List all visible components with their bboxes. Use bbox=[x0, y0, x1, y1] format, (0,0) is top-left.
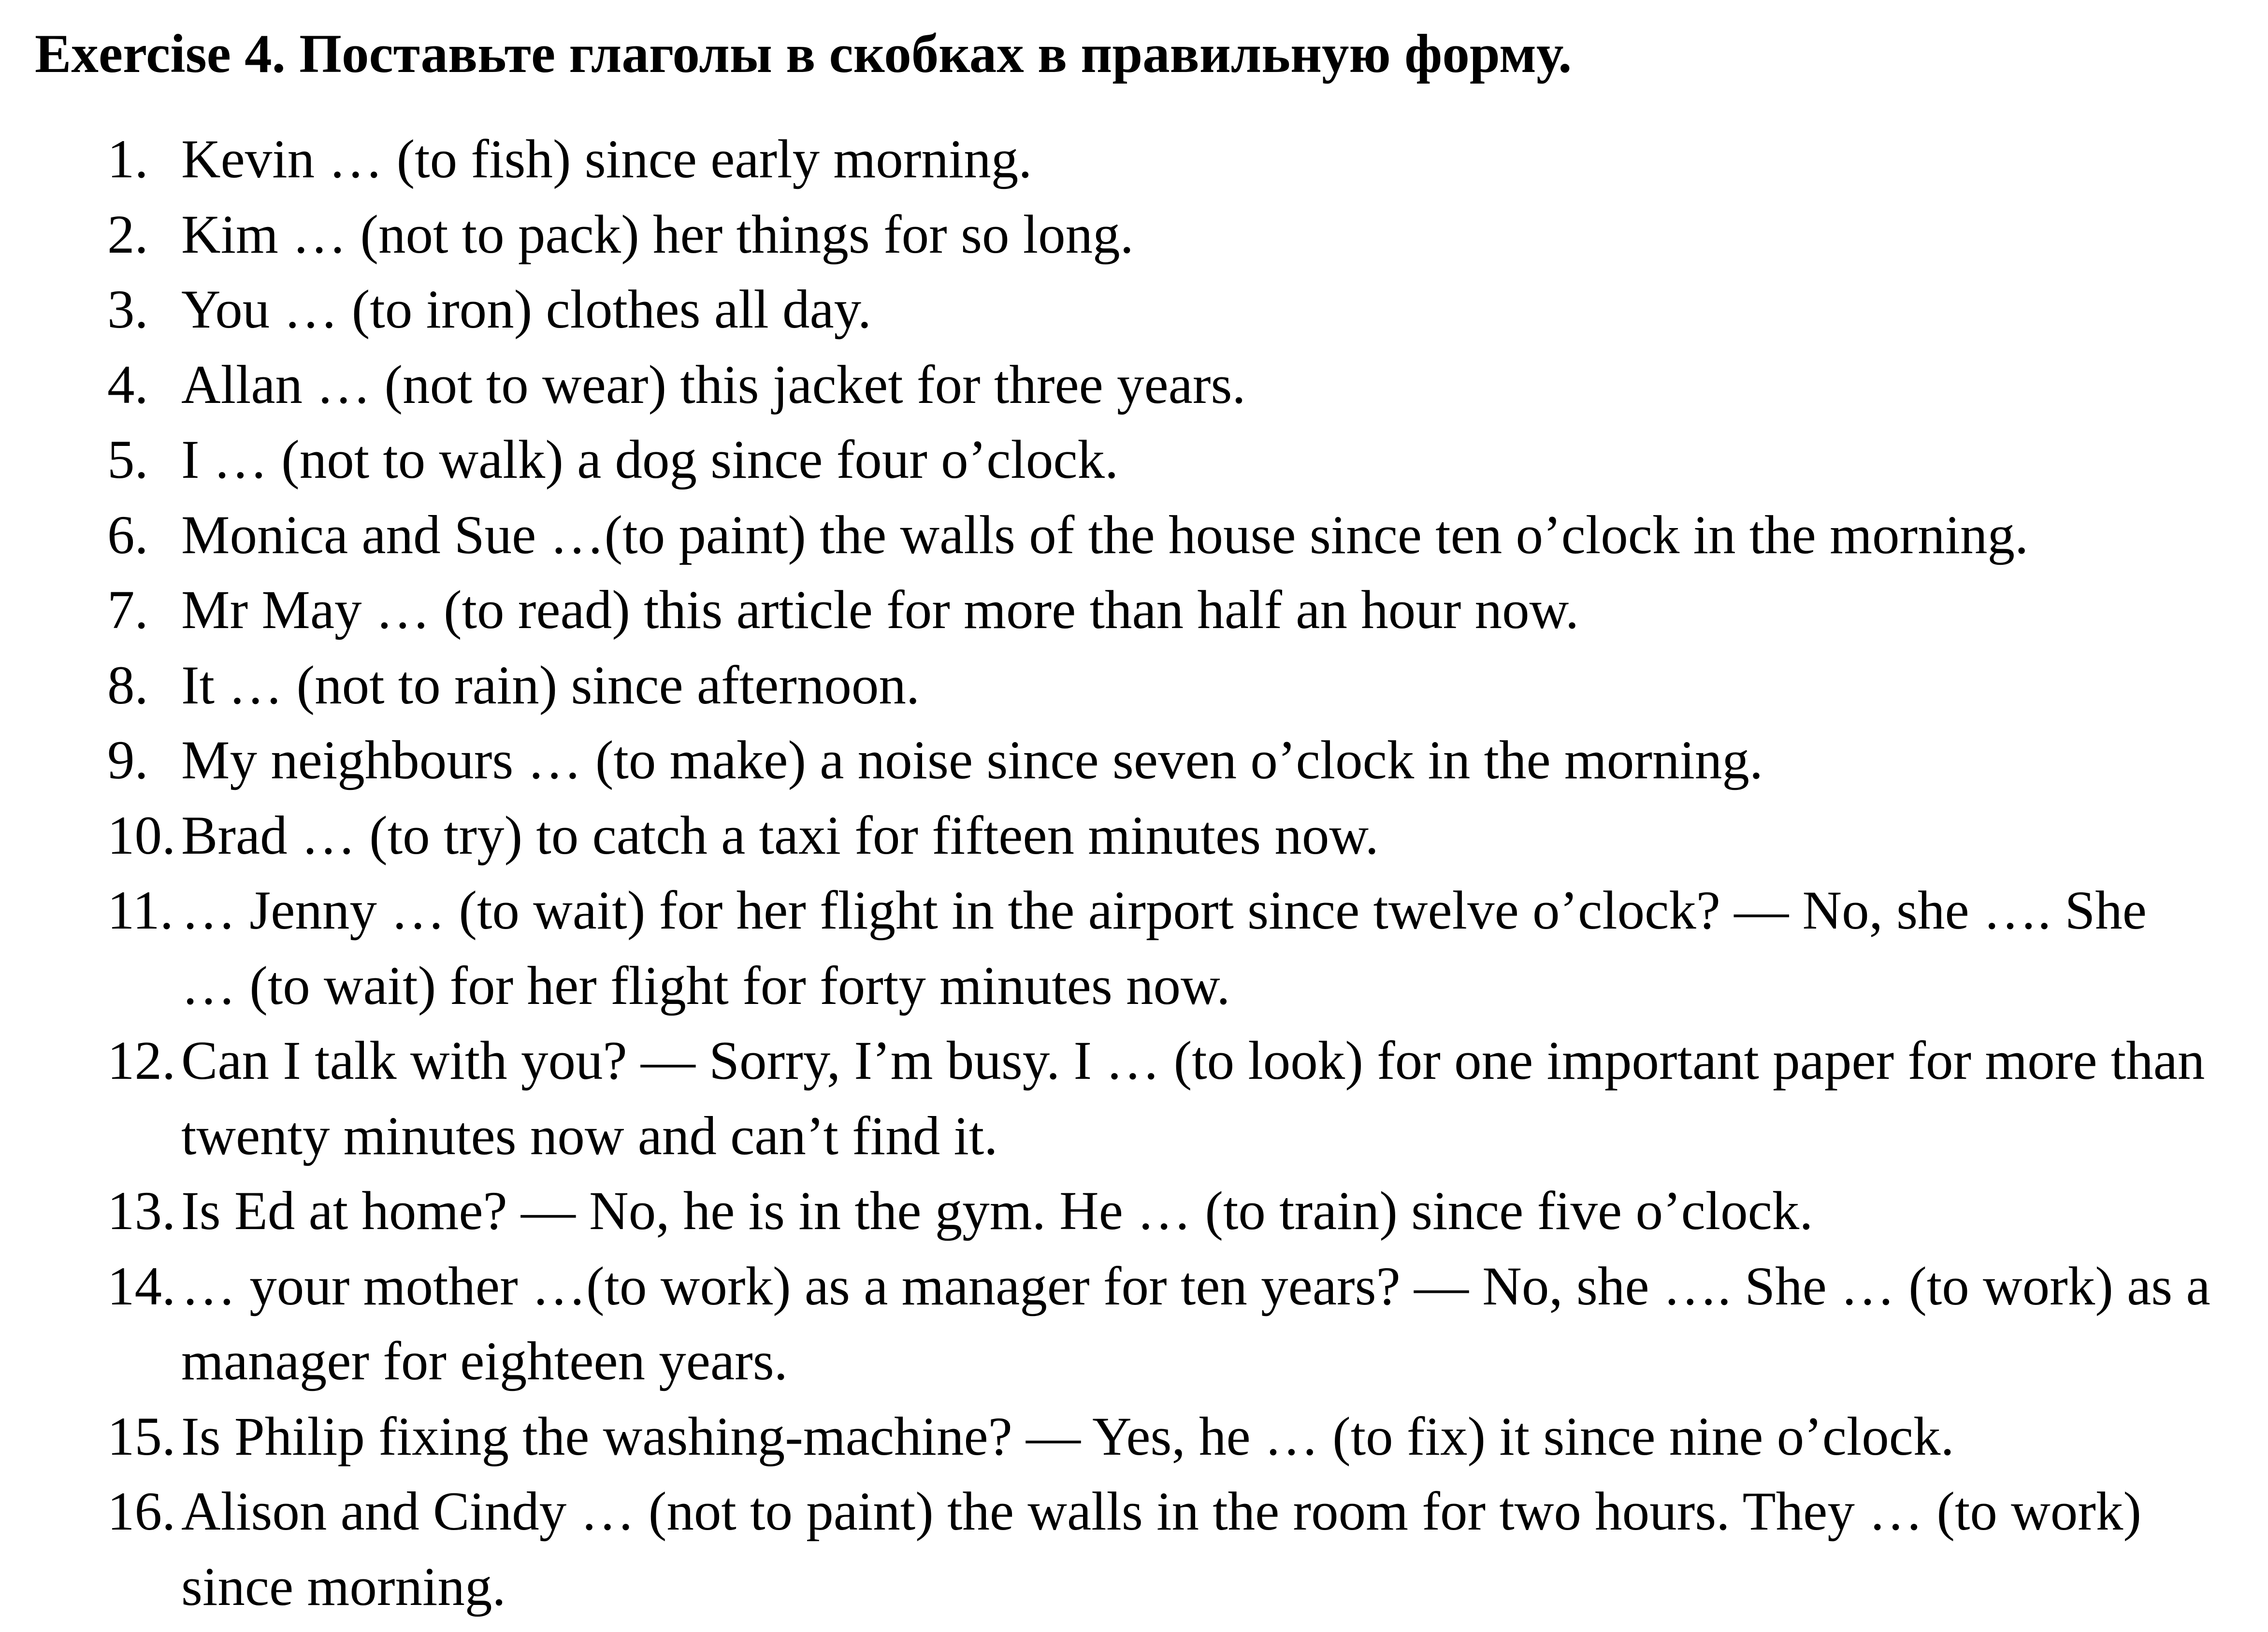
item-number: 16. bbox=[107, 1481, 176, 1542]
item-number: 15. bbox=[107, 1406, 176, 1467]
item-text: Can I talk with you? — Sorry, I’m busy. I … (to look) for one important paper for more than twenty minutes now and can’t find it. bbox=[181, 1031, 2205, 1166]
item-number: 9. bbox=[107, 730, 148, 790]
item-number: 5. bbox=[107, 429, 148, 490]
item-text: I … (not to walk) a dog since four o’clock. bbox=[181, 429, 1119, 490]
list-item bbox=[107, 648, 2214, 723]
exercise-list bbox=[107, 122, 2214, 1624]
item-text: Brad … (to try) to catch a taxi for fifteen minutes now. bbox=[181, 805, 1379, 866]
item-text: … your mother …(to work) as a manager for ten years? — No, she …. She … (to work) as a manager for eighteen years. bbox=[181, 1256, 2210, 1391]
list-item bbox=[107, 197, 2214, 272]
item-text: Alison and Cindy … (not to paint) the walls in the room for two hours. They … (to work) since morning. bbox=[181, 1481, 2141, 1617]
item-text: Mr May … (to read) this article for more than half an hour now. bbox=[181, 580, 1579, 640]
list-item bbox=[107, 573, 2214, 648]
list-item bbox=[107, 122, 2214, 197]
item-text: Is Philip fixing the washing-machine? — Yes, he … (to fix) it since nine o’clock. bbox=[181, 1406, 1954, 1467]
item-number: 2. bbox=[107, 204, 148, 265]
item-number: 7. bbox=[107, 580, 148, 640]
list-item bbox=[107, 347, 2214, 423]
item-text: Allan … (not to wear) this jacket for three years. bbox=[181, 354, 1246, 415]
item-number: 8. bbox=[107, 655, 148, 716]
list-item bbox=[107, 1023, 2214, 1174]
item-text: You … (to iron) clothes all day. bbox=[181, 279, 872, 340]
item-number: 14. bbox=[107, 1256, 176, 1317]
item-number: 13. bbox=[107, 1181, 176, 1241]
item-text: Monica and Sue …(to paint) the walls of the house since ten o’clock in the morning. bbox=[181, 504, 2029, 565]
list-item bbox=[107, 873, 2214, 1023]
item-text: Kevin … (to fish) since early morning. bbox=[181, 129, 1032, 189]
list-item bbox=[107, 1174, 2214, 1249]
item-text: … Jenny … (to wait) for her flight in the airport since twelve o’clock? — No, she …. She … (to wait) for her flight for forty minutes now. bbox=[181, 880, 2147, 1016]
list-item bbox=[107, 422, 2214, 498]
exercise-title: Exercise 4. Поставьте глаголы в скобках в правильную форму. bbox=[35, 24, 1572, 84]
item-text: It … (not to rain) since afternoon. bbox=[181, 655, 920, 716]
list-item bbox=[107, 1474, 2214, 1624]
item-text: My neighbours … (to make) a noise since seven o’clock in the morning. bbox=[181, 730, 1763, 790]
list-item bbox=[107, 798, 2214, 873]
list-item bbox=[107, 1249, 2214, 1399]
item-number: 12. bbox=[107, 1031, 176, 1091]
item-text: Is Ed at home? — No, he is in the gym. He … (to train) since five o’clock. bbox=[181, 1181, 1813, 1241]
item-text: Kim … (not to pack) her things for so long. bbox=[181, 204, 1134, 265]
item-number: 1. bbox=[107, 129, 148, 189]
list-item bbox=[107, 272, 2214, 347]
item-number: 4. bbox=[107, 354, 148, 415]
item-number: 11. bbox=[107, 880, 174, 941]
item-number: 3. bbox=[107, 279, 148, 340]
item-number: 10. bbox=[107, 805, 176, 866]
item-number: 6. bbox=[107, 504, 148, 565]
list-item bbox=[107, 498, 2214, 573]
list-item bbox=[107, 723, 2214, 798]
list-item bbox=[107, 1399, 2214, 1475]
